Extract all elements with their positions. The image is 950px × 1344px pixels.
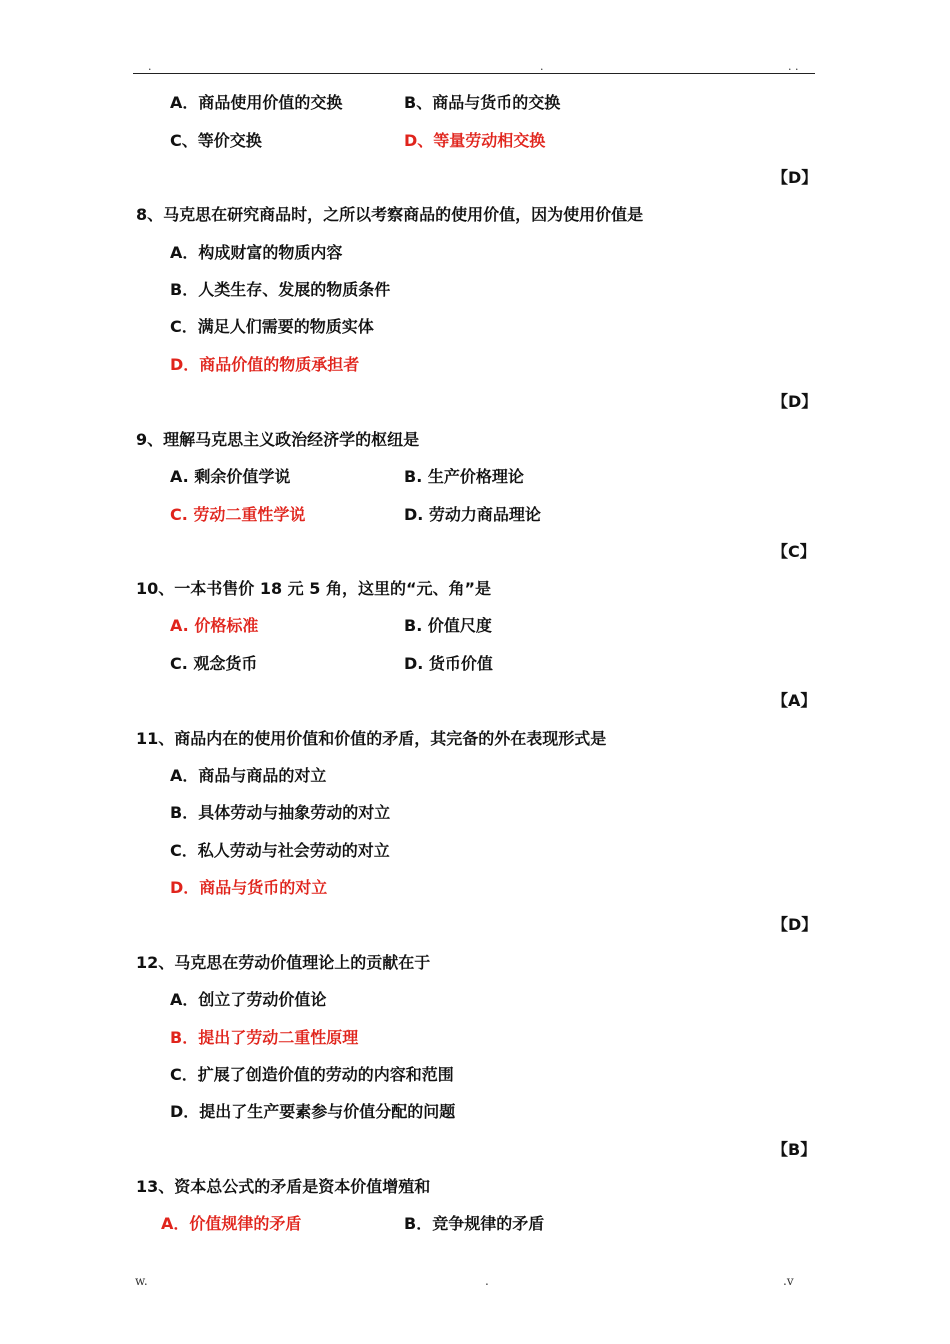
- footer-right: .v: [783, 1274, 794, 1288]
- option-d: D. 劳动力商品理论: [404, 505, 541, 524]
- header-mark-right: . .: [788, 60, 799, 73]
- option-d-correct: D．商品与货币的对立: [170, 878, 328, 897]
- option-d-correct: D、等量劳动相交换: [404, 131, 546, 150]
- option-d-correct: D．商品价值的物质承担者: [170, 355, 360, 374]
- option-b: B. 价值尺度: [404, 616, 492, 635]
- answer-label: 【B】: [772, 1140, 817, 1159]
- header-rule: [133, 73, 815, 74]
- option-b: B、商品与货币的交换: [404, 93, 561, 112]
- footer-center: .: [485, 1274, 489, 1288]
- question-text: 9、理解马克思主义政治经济学的枢纽是: [136, 430, 420, 449]
- question-text: 10、一本书售价 18 元 5 角，这里的“元、角”是: [136, 579, 491, 598]
- option-a: A．构成财富的物质内容: [170, 243, 343, 262]
- answer-label: 【C】: [772, 542, 816, 561]
- question-text: 11、商品内在的使用价值和价值的矛盾，其完备的外在表现形式是: [136, 729, 607, 748]
- option-a: A．商品使用价值的交换: [170, 93, 343, 112]
- header-mark-left: .: [148, 60, 152, 73]
- option-d: D．提出了生产要素参与价值分配的问题: [170, 1102, 456, 1121]
- option-b: B. 生产价格理论: [404, 467, 524, 486]
- header-mark-center: .: [540, 60, 544, 73]
- question-text: 12、马克思在劳动价值理论上的贡献在于: [136, 953, 431, 972]
- option-c: C．私人劳动与社会劳动的对立: [170, 841, 390, 860]
- option-a: A．商品与商品的对立: [170, 766, 327, 785]
- option-a-correct: A. 价格标准: [170, 616, 259, 635]
- question-text: 13、资本总公式的矛盾是资本价值增殖和: [136, 1177, 431, 1196]
- option-b: B．人类生存、发展的物质条件: [170, 280, 391, 299]
- option-c: C．扩展了创造价值的劳动的内容和范围: [170, 1065, 454, 1084]
- option-b: B．具体劳动与抽象劳动的对立: [170, 803, 391, 822]
- question-text: 8、马克思在研究商品时，之所以考察商品的使用价值，因为使用价值是: [136, 205, 644, 224]
- option-a: A．创立了劳动价值论: [170, 990, 327, 1009]
- option-c: C．满足人们需要的物质实体: [170, 317, 374, 336]
- option-c: C. 观念货币: [170, 654, 258, 673]
- answer-label: 【D】: [772, 915, 818, 934]
- option-b: B．竞争规律的矛盾: [404, 1214, 545, 1233]
- answer-label: 【A】: [772, 691, 817, 710]
- footer-left: w.: [135, 1274, 148, 1288]
- option-b-correct: B．提出了劳动二重性原理: [170, 1028, 359, 1047]
- option-d: D. 货币价值: [404, 654, 493, 673]
- option-c: C、等价交换: [170, 131, 262, 150]
- answer-label: 【D】: [772, 168, 818, 187]
- answer-label: 【D】: [772, 392, 818, 411]
- option-a-correct: A．价值规律的矛盾: [161, 1214, 302, 1233]
- option-a: A. 剩余价值学说: [170, 467, 291, 486]
- option-c-correct: C. 劳动二重性学说: [170, 505, 306, 524]
